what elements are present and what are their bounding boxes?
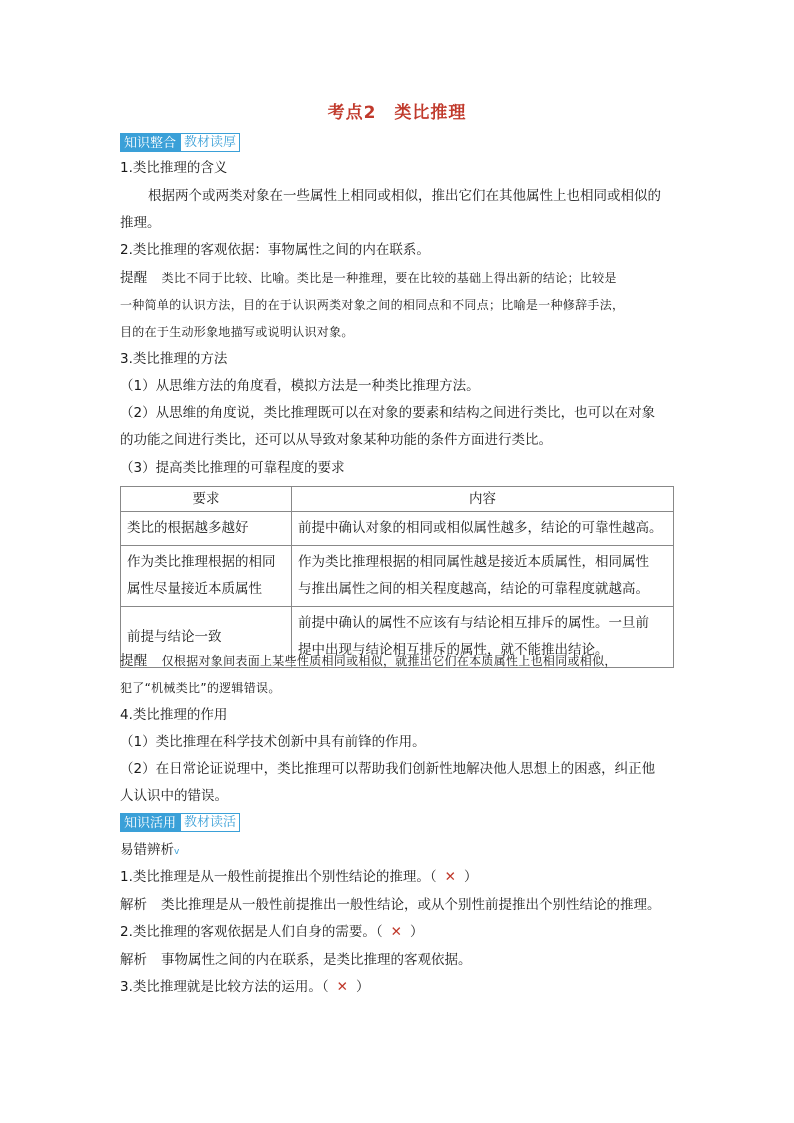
analysis-text: 类比推理是从一般性前提推出一般性结论，或从个别性前提推出个别性结论的推理。: [161, 897, 661, 913]
tip1-line1: [120, 268, 676, 288]
cell-line: 与推出属性之间的相关程度越高，结论的可靠程度就越高。: [298, 581, 649, 597]
question-close-paren: ）: [463, 869, 478, 885]
sec3-item1: （1）从思维方法的角度看，模拟方法是一种类比推理方法。: [120, 378, 480, 394]
sec1-heading: 1.类比推理的含义: [120, 160, 228, 176]
title-part1: 考点2: [327, 103, 377, 123]
table-cell-content: [292, 546, 674, 607]
practice-heading-text: 易错辨析: [120, 842, 174, 858]
tip1-line2: 一种简单的认识方法，目的在于认识两类对象之间的相同点和不同点；比喻是一种修辞手法，: [120, 298, 625, 312]
table-cell-req: 前提与结论一致: [121, 607, 292, 668]
banner-label-right: 教材读厚: [180, 133, 240, 152]
table-header-cell: 内容: [292, 487, 674, 512]
tip1-text1: 类比不同于比较、比喻。类比是一种推理，要在比较的基础上得出新的结论；比较是: [161, 271, 617, 285]
requirements-table: [120, 486, 674, 668]
table-cell-content: 前提中确认对象的相同或相似属性越多，结论的可靠性越高。: [292, 512, 674, 546]
tip2-text1: 仅根据对象间表面上某些性质相同或相似，就推出它们在本质属性上也相同或相似，: [161, 654, 617, 668]
section-banner-application: [120, 813, 240, 832]
sec3-heading: 3.类比推理的方法: [120, 351, 228, 367]
page-title: [0, 98, 794, 123]
sec3-item3: （3）提高类比推理的可靠程度的要求: [120, 460, 345, 476]
analysis-2: [120, 950, 676, 970]
tip2-line1: [120, 651, 676, 671]
question-close-paren: ）: [355, 979, 370, 995]
tip1-line3: 目的在于生动形象地描写或说明认识对象。: [120, 325, 354, 339]
sec3-item2-line1: （2）从思维的角度说，类比推理既可以在对象的要素和结构之间进行类比，也可以在对象: [120, 405, 656, 421]
sec1-para-line1: 根据两个或两类对象在一些属性上相同或相似，推出它们在其他属性上也相同或相似的: [148, 188, 661, 204]
table-header-row: [121, 487, 674, 512]
question-text: 2.类比推理的客观依据是人们自身的需要。（: [120, 924, 383, 940]
cell-line: 作为类比推理根据的相同: [127, 554, 276, 570]
tip1-label: 提醒: [120, 270, 148, 286]
tip2-label: 提醒: [120, 653, 148, 669]
section-banner-integration: [120, 133, 240, 152]
cell-line: 作为类比推理根据的相同属性越是接近本质属性，相同属性: [298, 554, 649, 570]
question-text: 1.类比推理是从一般性前提推出个别性结论的推理。（: [120, 869, 437, 885]
table-row: [121, 512, 674, 546]
banner-label-left: 知识整合: [120, 133, 180, 152]
cross-mark-icon: ✕: [390, 924, 402, 940]
analysis-1: [120, 895, 676, 915]
sec2-heading: 2.类比推理的客观依据：事物属性之间的内在联系。: [120, 242, 430, 258]
chevron-icon: v: [174, 847, 180, 857]
cross-mark-icon: ✕: [336, 979, 348, 995]
analysis-label: 解析: [120, 897, 147, 913]
question-close-paren: ）: [409, 924, 424, 940]
question-3: [120, 977, 676, 997]
cross-mark-icon: ✕: [444, 869, 456, 885]
sec4-item2-line1: （2）在日常论证说理中，类比推理可以帮助我们创新性地解决他人思想上的困惑，纠正他: [120, 761, 656, 777]
sec3-item2-line2: 的功能之间进行类比，还可以从导致对象某种功能的条件方面进行类比。: [120, 432, 552, 448]
table-row: [121, 546, 674, 607]
question-2: [120, 922, 676, 942]
sec4-item1: （1）类比推理在科学技术创新中具有前锋的作用。: [120, 734, 426, 750]
sec4-item2-line2: 人认识中的错误。: [120, 788, 228, 804]
banner-label-right: 教材读活: [180, 813, 240, 832]
cell-line: 属性尽量接近本质属性: [127, 581, 262, 597]
question-text: 3.类比推理就是比较方法的运用。（: [120, 979, 329, 995]
analysis-label: 解析: [120, 952, 147, 968]
title-part2: 类比推理: [394, 103, 467, 123]
table-cell-req: [121, 546, 292, 607]
sec1-para-line2: 推理。: [120, 215, 161, 231]
tip2-line2: 犯了“机械类比”的逻辑错误。: [120, 681, 281, 695]
practice-heading: [120, 840, 676, 862]
table-header-cell: 要求: [121, 487, 292, 512]
table-cell-req: 类比的根据越多越好: [121, 512, 292, 546]
cell-line: 前提中确认的属性不应该有与结论相互排斥的属性。一旦前: [298, 615, 649, 631]
sec4-heading: 4.类比推理的作用: [120, 707, 228, 723]
cell-line: 提中出现与结论相互排斥的属性，就不能推出结论。: [298, 642, 609, 658]
banner-label-left: 知识活用: [120, 813, 180, 832]
question-1: [120, 867, 676, 887]
analysis-text: 事物属性之间的内在联系，是类比推理的客观依据。: [161, 952, 472, 968]
